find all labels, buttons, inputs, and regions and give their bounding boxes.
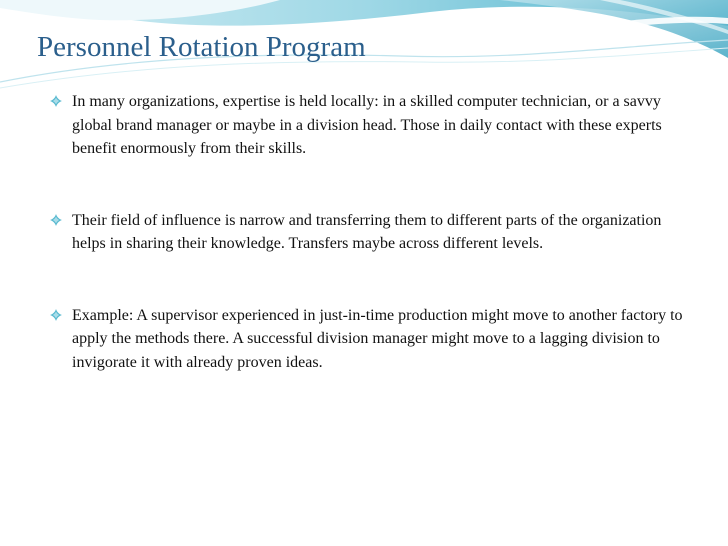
bullet-item <box>49 209 689 256</box>
diamond-bullet-icon <box>49 308 63 322</box>
bullet-text: In many organizations, expertise is held locally: in a skilled computer technician, or a savvy global brand manager or maybe in a division head. Those in daily contact with these experts benefit enormously from their skills. <box>72 93 662 157</box>
bullet-item <box>49 90 689 161</box>
diamond-bullet-icon <box>49 213 63 227</box>
bullet-list <box>49 90 689 374</box>
bullet-item <box>49 304 689 375</box>
slide-title: Personnel Rotation Program <box>37 31 366 63</box>
bullet-text: Their field of influence is narrow and transferring them to different parts of the organization helps in sharing their knowledge. Transfers maybe across different levels. <box>72 211 662 252</box>
bullet-text: Example: A supervisor experienced in just-in-time production might move to another factory to apply the methods there. A successful division manager might move to a lagging division to invigorate it with already proven ideas. <box>72 306 683 371</box>
diamond-bullet-icon <box>49 94 63 108</box>
